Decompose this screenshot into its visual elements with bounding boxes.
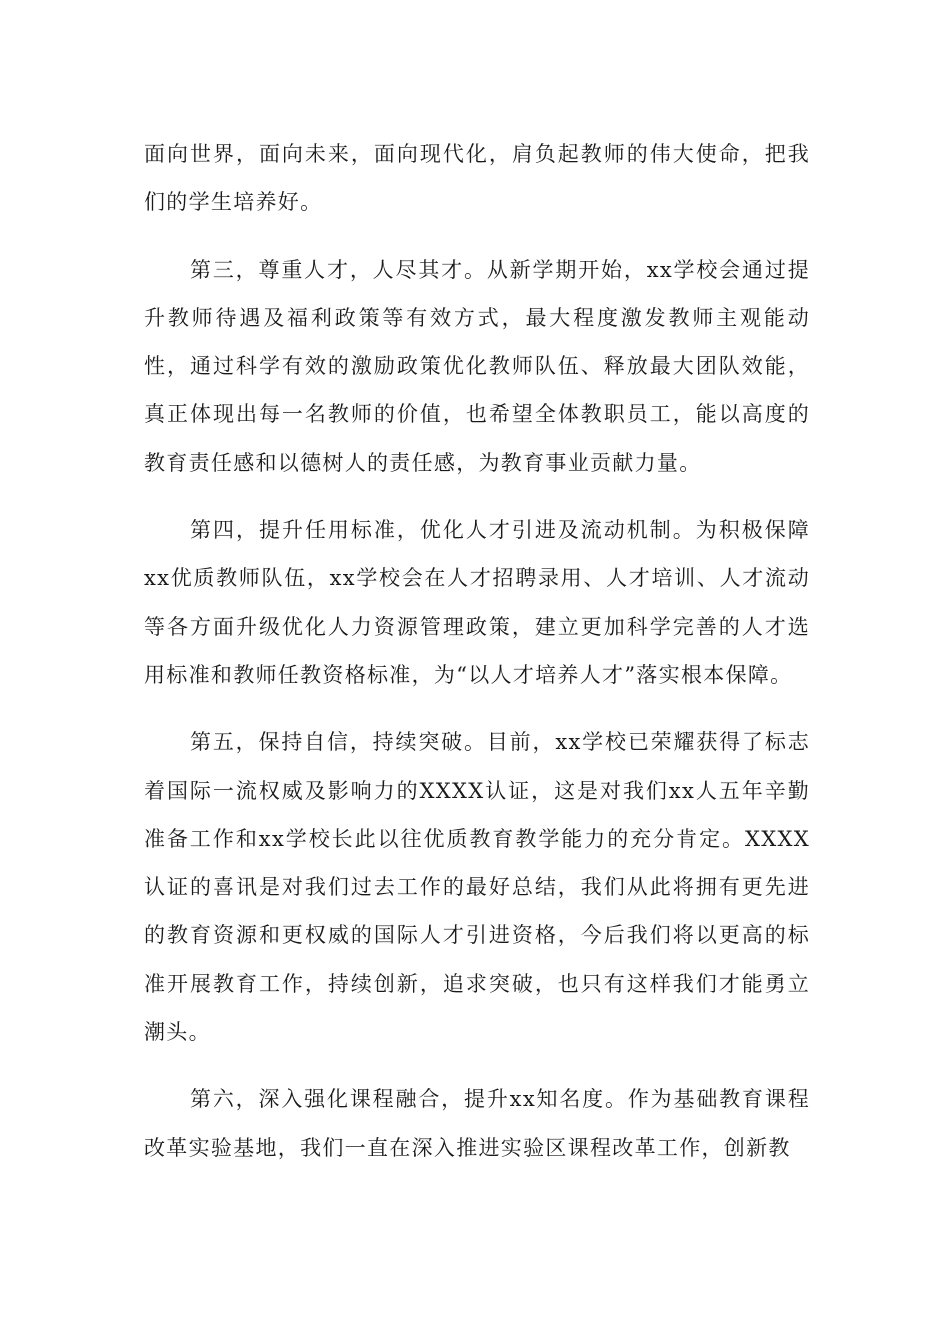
paragraph-2: 第三，尊重人才，人尽其才。从新学期开始，xx学校会通过提升教师待遇及福利政策等有效方式，最大程度激发教师主观能动性，通过科学有效的激励政策优化教师队伍、释放最大团队效能，真正体现出每一名教师的价值，也希望全体教职员工，能以高度的教育责任感和以德树人的责任感，为教育事业贡献力量。 <box>144 257 810 475</box>
paragraph-4: 第五，保持自信，持续突破。目前，xx学校已荣耀获得了标志着国际一流权威及影响力的XXXX认证，这是对我们xx人五年辛勤准备工作和xx学校长此以往优质教育教学能力的充分肯定。XXXX认证的喜讯是对我们过去工作的最好总结，我们从此将拥有更先进的教育资源和更权威的国际人才引进资格，今后我们将以更高的标准开展教育工作，持续创新，追求突破，也只有这样我们才能勇立潮头。 <box>144 730 810 1045</box>
paragraph-3: 第四，提升任用标准，优化人才引进及流动机制。为积极保障xx优质教师队伍，xx学校会在人才招聘录用、人才培训、人才流动等各方面升级优化人力资源管理政策，建立更加科学完善的人才选用标准和教师任教资格标准，为“以人才培养人才”落实根本保障。 <box>144 518 810 687</box>
paragraph-1: 面向世界，面向未来，面向现代化，肩负起教师的伟大使命，把我们的学生培养好。 <box>144 142 810 215</box>
document-body <box>144 130 810 1172</box>
paragraph-5: 第六，深入强化课程融合，提升xx知名度。作为基础教育课程改革实验基地，我们一直在深入推进实验区课程改革工作，创新教 <box>144 1087 810 1160</box>
